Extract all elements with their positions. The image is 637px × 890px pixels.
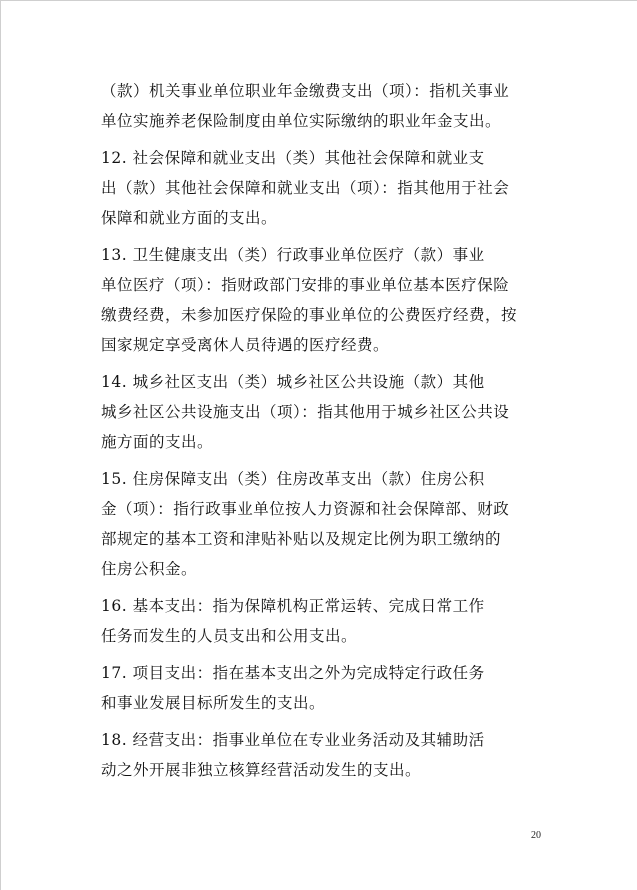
paragraph-18 [101,725,541,785]
text-line: 保障和就业方面的支出。 [101,209,278,227]
paragraph-11-continued [101,76,541,136]
text-line: 13. 卫生健康支出（类）行政事业单位医疗（款）事业 [101,246,485,264]
text-line: 16. 基本支出：指为保障机构正常运转、完成日常工作 [101,597,485,615]
text-line: 14. 城乡社区支出（类）城乡社区公共设施（款）其他 [101,373,485,391]
paragraph-13 [101,240,541,360]
text-line: 和事业发展目标所发生的支出。 [101,694,326,712]
text-line: 住房公积金。 [101,560,198,578]
text-line: 15. 住房保障支出（类）住房改革支出（款）住房公积 [101,470,485,488]
paragraph-15 [101,464,541,584]
text-line: 动之外开展非独立核算经营活动发生的支出。 [101,761,422,779]
text-line: 部规定的基本工资和津贴补贴以及规定比例为职工缴纳的 [101,530,502,548]
text-line: 城乡社区公共设施支出（项）：指其他用于城乡社区公共设 [101,403,510,421]
document-body [101,76,541,785]
paragraph-17 [101,658,541,718]
text-line: 国家规定享受离休人员待遇的医疗经费。 [101,336,390,354]
text-line: 施方面的支出。 [101,433,214,451]
text-line: 出（款）其他社会保障和就业支出（项）：指其他用于社会 [101,179,510,197]
paragraph-14 [101,367,541,457]
text-line: 17. 项目支出：指在基本支出之外为完成特定行政任务 [101,664,485,682]
text-line: 18. 经营支出：指事业单位在专业业务活动及其辅助活 [101,731,485,749]
text-line: 任务而发生的人员支出和公用支出。 [101,627,358,645]
text-line: （款）机关事业单位职业年金缴费支出（项）：指机关事业 [101,82,510,100]
text-line: 金（项）：指行政事业单位按人力资源和社会保障部、财政 [101,500,510,518]
paragraph-16 [101,591,541,651]
page-border-top [0,0,637,1]
text-line: 12. 社会保障和就业支出（类）其他社会保障和就业支 [101,149,485,167]
page-border-left [0,0,1,890]
text-line: 缴费经费，未参加医疗保险的事业单位的公费医疗经费，按 [101,306,518,324]
text-line: 单位实施养老保险制度由单位实际缴纳的职业年金支出。 [101,112,502,130]
text-line: 单位医疗（项）：指财政部门安排的事业单位基本医疗保险 [101,276,510,294]
page-number: 20 [531,830,541,841]
paragraph-12 [101,143,541,233]
